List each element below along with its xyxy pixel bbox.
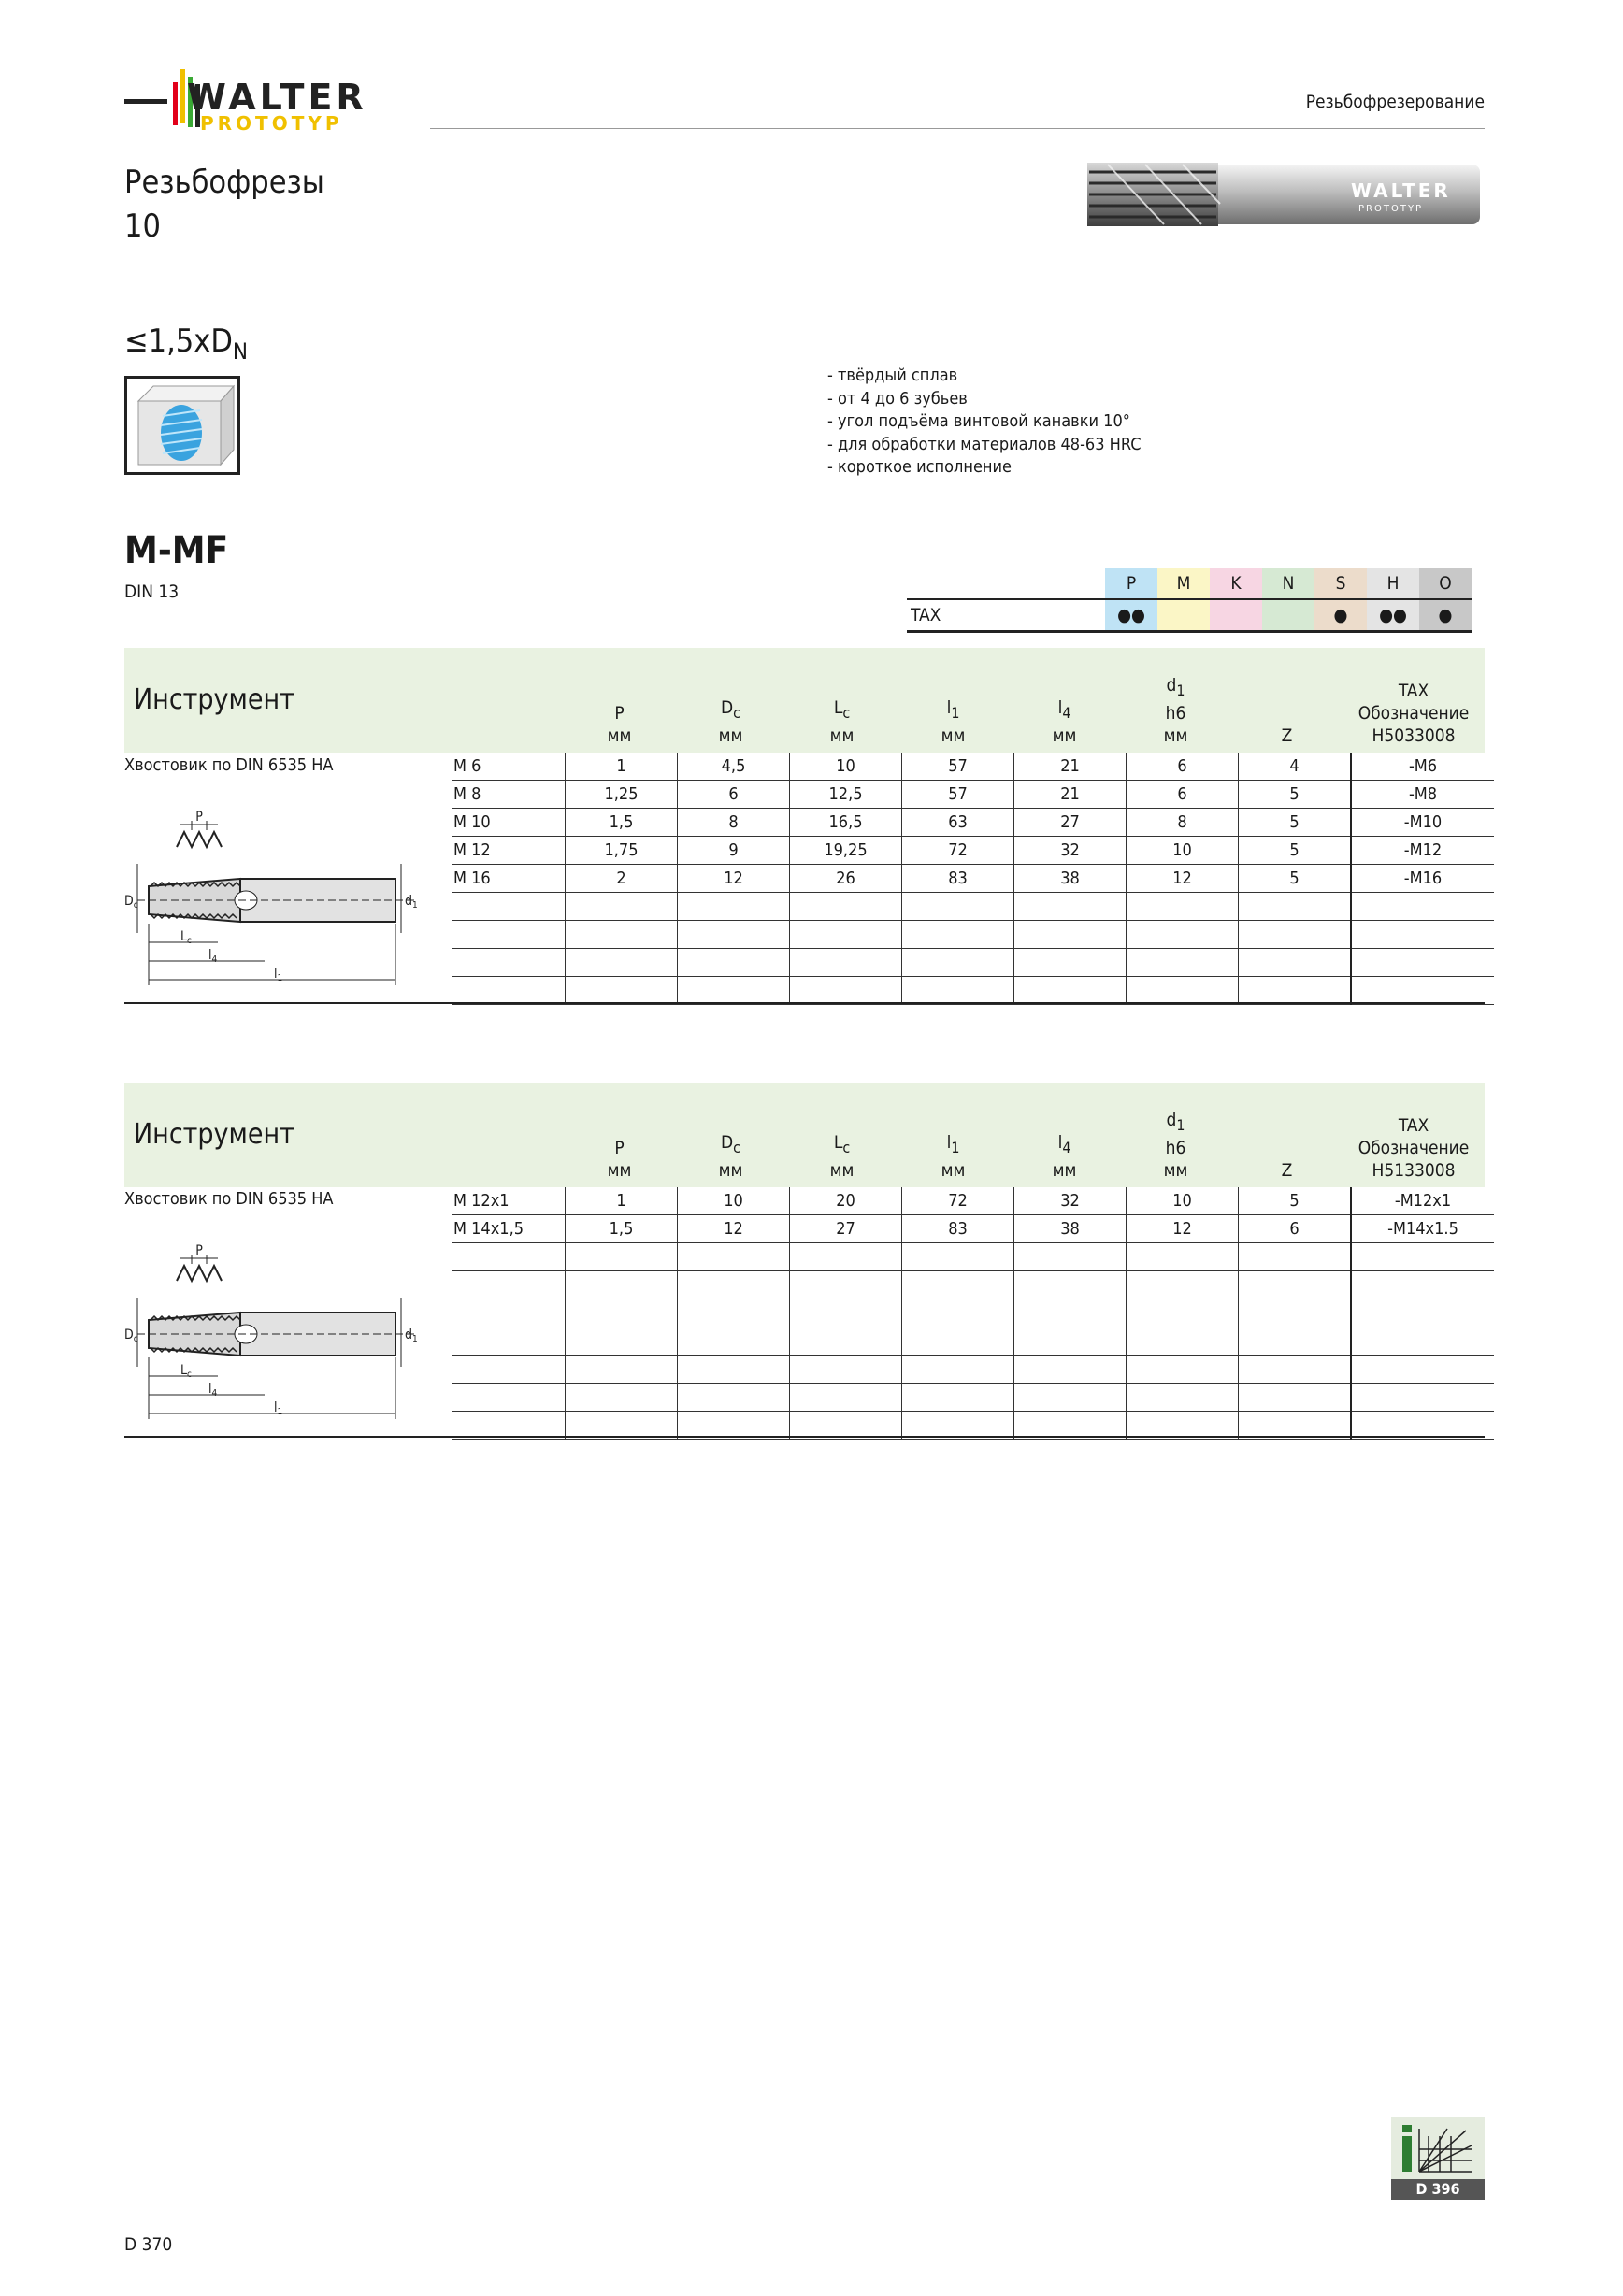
value-cell: 8	[1127, 809, 1239, 837]
value-cell	[1014, 893, 1127, 921]
table-row	[452, 893, 1494, 921]
value-cell: 8	[678, 809, 790, 837]
col-designation: TAX Обозначение H5133008	[1357, 1115, 1470, 1181]
table-row	[452, 977, 1494, 1005]
value-cell: 4	[1239, 753, 1352, 781]
value-cell	[678, 977, 790, 1005]
designation-cell: -M8	[1351, 781, 1494, 809]
material-suitability: ●●	[1367, 599, 1419, 632]
value-cell: 5	[1239, 781, 1352, 809]
value-cell	[566, 949, 678, 977]
value-cell	[790, 1299, 902, 1327]
value-cell	[902, 1327, 1014, 1356]
table-row	[452, 1299, 1494, 1327]
value-cell: 5	[1239, 1187, 1352, 1215]
feature-item: - от 4 до 6 зубьев	[827, 388, 968, 409]
thread-size-cell: M 12	[452, 837, 566, 865]
feature-item: - короткое исполнение	[827, 457, 1012, 477]
value-cell	[678, 1271, 790, 1299]
table-header	[124, 648, 1485, 753]
value-cell: 5	[1239, 837, 1352, 865]
value-cell	[1127, 1299, 1239, 1327]
col-pitch: P мм	[607, 703, 632, 746]
page-title: Резьбофрезы	[124, 164, 324, 201]
value-cell	[1014, 1384, 1127, 1412]
depth-ratio: $\le 1,5xD_N$	[124, 323, 249, 365]
table-row	[452, 1243, 1494, 1271]
table-row	[452, 921, 1494, 949]
value-cell: 12	[1127, 1215, 1239, 1243]
value-cell	[1014, 921, 1127, 949]
tool-data-table-2	[452, 1187, 1494, 1440]
value-cell: 10	[1127, 1187, 1239, 1215]
value-cell: 12	[678, 865, 790, 893]
value-cell	[902, 1384, 1014, 1412]
material-code: P	[1105, 568, 1157, 599]
table-bottom-rule	[124, 1436, 1485, 1438]
value-cell	[678, 1243, 790, 1271]
value-cell: 10	[1127, 837, 1239, 865]
value-cell	[790, 949, 902, 977]
value-cell: 21	[1014, 753, 1127, 781]
value-cell: 38	[1014, 1215, 1127, 1243]
reference-page-link[interactable]: D 396	[1391, 2179, 1485, 2200]
material-suitability	[1157, 599, 1210, 632]
value-cell: 27	[790, 1215, 902, 1243]
l1-label: $l_1$	[274, 1400, 283, 1417]
value-cell	[566, 893, 678, 921]
thread-size-cell	[452, 1243, 566, 1271]
value-cell: 6	[1127, 753, 1239, 781]
value-cell	[1239, 893, 1352, 921]
col-l1: $l_1$ мм	[941, 1132, 966, 1181]
value-cell	[790, 1243, 902, 1271]
feature-item: - твёрдый сплав	[827, 366, 958, 385]
tool-table-1	[124, 648, 1485, 753]
dc-label: $D_c$	[124, 1327, 138, 1344]
value-cell: 5	[1239, 809, 1352, 837]
value-cell	[566, 1243, 678, 1271]
value-cell	[1014, 1356, 1127, 1384]
value-cell	[1239, 949, 1352, 977]
value-cell: 1,5	[566, 809, 678, 837]
header-rule	[430, 128, 1485, 129]
value-cell: 10	[678, 1187, 790, 1215]
l4-label: $l_4$	[208, 1382, 218, 1399]
value-cell: 57	[902, 781, 1014, 809]
value-cell	[902, 893, 1014, 921]
value-cell: 10	[790, 753, 902, 781]
value-cell	[790, 921, 902, 949]
table-row	[452, 1271, 1494, 1299]
value-cell: 21	[1014, 781, 1127, 809]
thread-size-cell: M 8	[452, 781, 566, 809]
tool-table-2	[124, 1083, 1485, 1187]
value-cell	[902, 1243, 1014, 1271]
value-cell	[1127, 1412, 1239, 1440]
value-cell: 32	[1014, 837, 1127, 865]
value-cell	[1127, 1356, 1239, 1384]
value-cell	[678, 1412, 790, 1440]
table-row	[452, 837, 1494, 865]
value-cell	[1239, 1356, 1352, 1384]
value-cell	[902, 1271, 1014, 1299]
value-cell	[1239, 921, 1352, 949]
value-cell: 1,25	[566, 781, 678, 809]
value-cell: 72	[902, 837, 1014, 865]
material-suitability: ●	[1419, 599, 1472, 632]
material-code: M	[1157, 568, 1210, 599]
designation-cell	[1351, 1356, 1494, 1384]
value-cell	[566, 1356, 678, 1384]
value-cell	[1127, 1271, 1239, 1299]
value-cell: 1	[566, 753, 678, 781]
value-cell	[1127, 949, 1239, 977]
table-row	[452, 1187, 1494, 1215]
value-cell	[678, 893, 790, 921]
table-heading: Инструмент	[134, 683, 294, 716]
pitch-label: P	[195, 1243, 203, 1258]
value-cell: 4,5	[678, 753, 790, 781]
material-suitability: ●	[1314, 599, 1367, 632]
value-cell	[566, 977, 678, 1005]
designation-cell: -M14x1.5	[1351, 1215, 1494, 1243]
thread-type: M-MF	[124, 529, 229, 572]
designation-cell	[1351, 1327, 1494, 1356]
value-cell: 32	[1014, 1187, 1127, 1215]
value-cell: 38	[1014, 865, 1127, 893]
col-l1: $l_1$ мм	[941, 697, 966, 746]
thread-size-cell: M 10	[452, 809, 566, 837]
material-suitability	[1210, 599, 1262, 632]
thread-standard: DIN 13	[124, 581, 180, 602]
value-cell	[1127, 893, 1239, 921]
shank-label: Хвостовик по DIN 6535 HA	[124, 755, 334, 775]
designation-cell	[1351, 1384, 1494, 1412]
svg-text:WALTER: WALTER	[1351, 179, 1451, 202]
value-cell: 1	[566, 1187, 678, 1215]
value-cell	[790, 977, 902, 1005]
thread-size-cell	[452, 949, 566, 977]
shank-label: Хвостовик по DIN 6535 HA	[124, 1189, 334, 1209]
thread-size-cell: M 16	[452, 865, 566, 893]
value-cell	[1014, 1243, 1127, 1271]
feature-item: - для обработки материалов 48-63 HRC	[827, 434, 1142, 454]
table-row	[452, 1412, 1494, 1440]
designation-cell	[1351, 921, 1494, 949]
value-cell	[678, 949, 790, 977]
table-bottom-rule	[124, 1002, 1485, 1004]
material-code: S	[1314, 568, 1367, 599]
col-d1: $d_1$ h6 мм	[1163, 675, 1188, 746]
designation-cell: -M12x1	[1351, 1187, 1494, 1215]
designation-cell	[1351, 949, 1494, 977]
feature-item: - угол подъёма винтовой канавки 10°	[827, 411, 1130, 431]
lc-label: $L_c$	[180, 1363, 192, 1380]
value-cell	[1239, 977, 1352, 1005]
col-lc: $L_c$ мм	[829, 697, 855, 746]
product-image	[1052, 157, 1487, 234]
dc-label: $D_c$	[124, 894, 138, 911]
value-cell: 5	[1239, 865, 1352, 893]
thread-size-cell: M 12x1	[452, 1187, 566, 1215]
threaded-hole-icon	[124, 376, 240, 475]
value-cell	[1127, 977, 1239, 1005]
material-row-label: TAX	[907, 599, 1105, 632]
col-z: Z	[1281, 1160, 1293, 1181]
value-cell: 12,5	[790, 781, 902, 809]
table-row	[452, 1384, 1494, 1412]
col-l4: $l_4$ мм	[1052, 697, 1077, 746]
thread-size-cell	[452, 921, 566, 949]
value-cell	[790, 1356, 902, 1384]
value-cell: 9	[678, 837, 790, 865]
value-cell: 1,5	[566, 1215, 678, 1243]
designation-cell	[1351, 1412, 1494, 1440]
value-cell	[566, 921, 678, 949]
d1-label: $d_1$	[405, 894, 418, 911]
value-cell: 26	[790, 865, 902, 893]
col-pitch: P мм	[607, 1138, 632, 1181]
svg-text:PROTOTYP: PROTOTYP	[1358, 204, 1424, 214]
value-cell	[1239, 1384, 1352, 1412]
value-cell	[790, 1327, 902, 1356]
pitch-profile-icon	[177, 810, 222, 847]
table-row	[452, 1356, 1494, 1384]
value-cell: 27	[1014, 809, 1127, 837]
value-cell	[790, 1271, 902, 1299]
table-row	[452, 781, 1494, 809]
value-cell: 6	[1239, 1215, 1352, 1243]
tool-data-table-1	[452, 753, 1494, 1005]
thread-size-cell: M 6	[452, 753, 566, 781]
material-code: O	[1419, 568, 1472, 599]
designation-cell	[1351, 977, 1494, 1005]
value-cell: 6	[678, 781, 790, 809]
value-cell	[1014, 1299, 1127, 1327]
table-row	[452, 1215, 1494, 1243]
value-cell	[1014, 1271, 1127, 1299]
value-cell	[1127, 1243, 1239, 1271]
thread-size-cell	[452, 977, 566, 1005]
value-cell	[1239, 1327, 1352, 1356]
value-cell: 1,75	[566, 837, 678, 865]
col-dc: $D_c$ мм	[718, 1132, 743, 1181]
value-cell	[566, 1271, 678, 1299]
value-cell	[1014, 949, 1127, 977]
value-cell: 57	[902, 753, 1014, 781]
value-cell	[678, 1384, 790, 1412]
table-row	[452, 753, 1494, 781]
value-cell	[902, 1412, 1014, 1440]
thread-size-cell	[452, 1356, 566, 1384]
value-cell	[902, 977, 1014, 1005]
value-cell	[1014, 1412, 1127, 1440]
lc-label: $L_c$	[180, 929, 192, 946]
col-dc: $D_c$ мм	[718, 697, 743, 746]
designation-cell: -M16	[1351, 865, 1494, 893]
tool-drawing	[124, 1227, 433, 1428]
d1-label: $d_1$	[405, 1327, 418, 1344]
col-designation: TAX Обозначение H5033008	[1357, 681, 1470, 746]
table-row	[452, 949, 1494, 977]
tool-drawing	[124, 793, 433, 994]
value-cell: 2	[566, 865, 678, 893]
value-cell: 20	[790, 1187, 902, 1215]
value-cell	[1127, 921, 1239, 949]
table-row	[452, 809, 1494, 837]
designation-cell: -M12	[1351, 837, 1494, 865]
value-cell	[678, 1356, 790, 1384]
col-l4: $l_4$ мм	[1052, 1132, 1077, 1181]
col-d1: $d_1$ h6 мм	[1163, 1110, 1188, 1181]
thread-size-cell	[452, 893, 566, 921]
col-z: Z	[1281, 725, 1293, 746]
value-cell: 83	[902, 1215, 1014, 1243]
value-cell	[902, 1356, 1014, 1384]
value-cell	[902, 949, 1014, 977]
value-cell	[1014, 977, 1127, 1005]
material-group-table	[907, 568, 1472, 633]
value-cell: 19,25	[790, 837, 902, 865]
thread-size-cell	[452, 1412, 566, 1440]
value-cell	[1127, 1384, 1239, 1412]
material-code: N	[1262, 568, 1314, 599]
value-cell: 63	[902, 809, 1014, 837]
page-subtitle: 10	[124, 208, 161, 245]
thread-size-cell	[452, 1299, 566, 1327]
designation-cell	[1351, 1299, 1494, 1327]
value-cell	[1239, 1243, 1352, 1271]
value-cell	[678, 1327, 790, 1356]
page-number: D 370	[124, 2234, 173, 2255]
value-cell	[1127, 1327, 1239, 1356]
value-cell	[566, 1327, 678, 1356]
l1-label: $l_1$	[274, 967, 283, 983]
value-cell: 83	[902, 865, 1014, 893]
feature-list	[827, 365, 1142, 480]
value-cell	[566, 1412, 678, 1440]
pitch-label: P	[195, 810, 203, 825]
value-cell	[678, 1299, 790, 1327]
value-cell	[1239, 1299, 1352, 1327]
value-cell	[790, 1412, 902, 1440]
value-cell: 6	[1127, 781, 1239, 809]
pitch-profile-icon	[177, 1243, 222, 1281]
value-cell	[1239, 1271, 1352, 1299]
material-suitability	[1262, 599, 1314, 632]
thread-size-cell	[452, 1384, 566, 1412]
value-cell: 72	[902, 1187, 1014, 1215]
value-cell: 16,5	[790, 809, 902, 837]
brand-logo-subtext: PROTOTYP	[200, 112, 343, 135]
section-title: Резьбофрезерование	[1305, 92, 1485, 112]
value-cell	[566, 1299, 678, 1327]
table-row	[452, 1327, 1494, 1356]
designation-cell	[1351, 893, 1494, 921]
material-suitability: ●●	[1105, 599, 1157, 632]
designation-cell	[1351, 1271, 1494, 1299]
designation-cell	[1351, 1243, 1494, 1271]
thread-size-cell: M 14x1,5	[452, 1215, 566, 1243]
value-cell	[678, 921, 790, 949]
value-cell	[902, 1299, 1014, 1327]
l4-label: $l_4$	[208, 948, 218, 965]
thread-size-cell	[452, 1271, 566, 1299]
table-heading: Инструмент	[134, 1118, 294, 1151]
value-cell	[1239, 1412, 1352, 1440]
value-cell	[902, 921, 1014, 949]
value-cell	[790, 1384, 902, 1412]
thread-size-cell	[452, 1327, 566, 1356]
value-cell: 12	[1127, 865, 1239, 893]
col-lc: $L_c$ мм	[829, 1132, 855, 1181]
material-code: K	[1210, 568, 1262, 599]
designation-cell: -M6	[1351, 753, 1494, 781]
table-header	[124, 1083, 1485, 1187]
value-cell	[790, 893, 902, 921]
material-code: H	[1367, 568, 1419, 599]
reference-info-icon[interactable]	[1391, 2117, 1485, 2179]
brand-logo-text: WALTER	[187, 77, 367, 118]
table-row	[452, 865, 1494, 893]
value-cell	[566, 1384, 678, 1412]
designation-cell: -M10	[1351, 809, 1494, 837]
value-cell	[1014, 1327, 1127, 1356]
value-cell: 12	[678, 1215, 790, 1243]
